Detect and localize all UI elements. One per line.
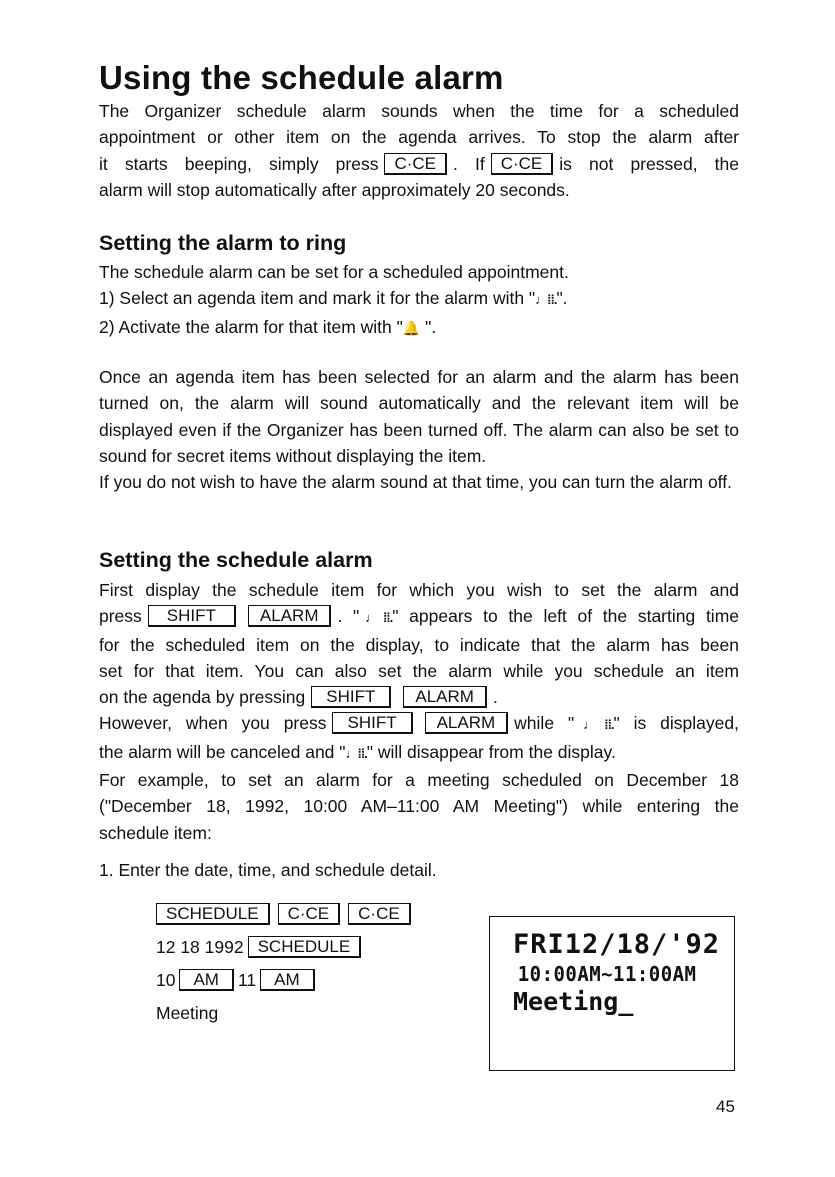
step-1-end: ". [556,288,568,309]
shift-key: SHIFT [332,712,412,734]
section2-text: on the agenda by pressing [99,687,306,708]
bell-icon: 🔔 [402,319,421,336]
step-instruction [99,857,739,883]
schedule-key: SCHEDULE [248,936,362,958]
section1-body [99,259,739,341]
intro-line-2: appointment or other item on the agenda arrives. To stop the alarm after [99,127,739,148]
section2-text: while " [514,713,575,734]
alarm-mark-icon: ♩⁞⁞. [574,717,614,733]
intro-text: it starts beeping, simply press [99,153,379,174]
time-entry: 11 [237,970,257,990]
intro-text: is not pressed, the [559,153,739,174]
section2-line-7 [99,739,739,767]
step-2-end: ". [420,316,437,337]
section2-line-6 [99,710,739,738]
section-heading-alarm-ring: Setting the alarm to ring [99,231,347,255]
alarm-key: ALARM [248,605,332,627]
intro-line-1: The Organizer schedule alarm sounds when the time for a scheduled [99,101,739,121]
section2-line-2 [99,603,739,631]
shift-key: SHIFT [311,686,391,708]
date-entry: 12 18 1992 [156,937,244,957]
time-entry: 10 [156,970,176,990]
section2-text: . " [337,606,360,627]
intro-line-3 [99,151,739,177]
cce-key: C·CE [278,903,341,925]
section2-line-8: For example, to set an alarm for a meeting scheduled on December 18 [99,770,739,791]
alarm-mark-icon: ♩⁞⁞. [535,292,557,308]
section2-line-4: set for that item. You can also set the alarm while you schedule an item [99,660,739,681]
page-number: 45 [716,1097,735,1116]
shift-key: SHIFT [148,605,236,627]
alarm-mark-icon: ♩⁞⁞. [345,745,367,761]
section2-line-3: for the scheduled item on the display, to indicate that the alarm has been [99,634,739,655]
section2-text: However, when you press [99,713,327,734]
am-key: AM [260,969,315,991]
section2-line-10: schedule item: [99,822,212,843]
section2-text: . [492,687,498,708]
section2-text: " will disappear from the display. [366,741,616,762]
intro-paragraph [99,98,739,203]
section2-line-1: First display the schedule item for which you wish to set the alarm and [99,580,739,600]
lcd-line-2: 10:00AM~11:00AM [517,962,697,986]
step-1-text: 1) Select an agenda item and mark it for the alarm with " [99,288,536,309]
key-row-3 [156,964,476,997]
step-1-line [99,285,739,313]
section1-paragraph-1: Once an agenda item has been selected for an alarm and the alarm has been turned on, the alarm will sound automatically and the relevant item will be displayed even if the Organizer has been turned off. The alarm can also be set to sound for secret items without displaying the item. [99,367,739,466]
alarm-mark-icon: ♩⁞⁞. [359,610,393,626]
alarm-key: ALARM [403,686,487,708]
section2-text: the alarm will be canceled and " [99,741,346,762]
intro-line-4: alarm will stop automatically after approximately 20 seconds. [99,179,570,200]
page-title: Using the schedule alarm [99,59,504,96]
lcd-line-1: FRI12/18/'92 [513,929,721,960]
step-2-text: 2) Activate the alarm for that item with " [99,316,403,337]
intro-text: . If [453,153,485,174]
section2-line-5 [99,684,739,710]
lcd-display [489,916,735,1071]
cce-key: C·CE [348,903,411,925]
section2-body [99,577,739,846]
section2-text: press [99,606,142,627]
am-key: AM [179,969,234,991]
schedule-key: SCHEDULE [156,903,270,925]
key-row-1 [156,898,476,931]
step-1-instruction: 1. Enter the date, time, and schedule detail. [99,860,437,880]
section1-paragraph-2: If you do not wish to have the alarm sound at that time, you can turn the alarm off. [99,472,732,492]
lcd-line-3: Meeting_ [513,987,634,1016]
section2-text: " appears to the left of the starting time [392,606,739,627]
key-sequence [156,898,476,1030]
step-2-line [99,314,739,341]
cce-key: C·CE [384,153,447,175]
key-row-4: Meeting [156,1003,219,1023]
section2-text: " is displayed, [613,713,739,734]
alarm-key: ALARM [425,712,509,734]
section-heading-schedule-alarm: Setting the schedule alarm [99,548,373,572]
section1-line: The schedule alarm can be set for a scheduled appointment. [99,262,569,282]
cce-key: C·CE [491,153,554,175]
key-row-2 [156,931,476,964]
section2-line-9: ("December 18, 1992, 10:00 AM–11:00 AM Meeting") while entering the [99,796,739,817]
